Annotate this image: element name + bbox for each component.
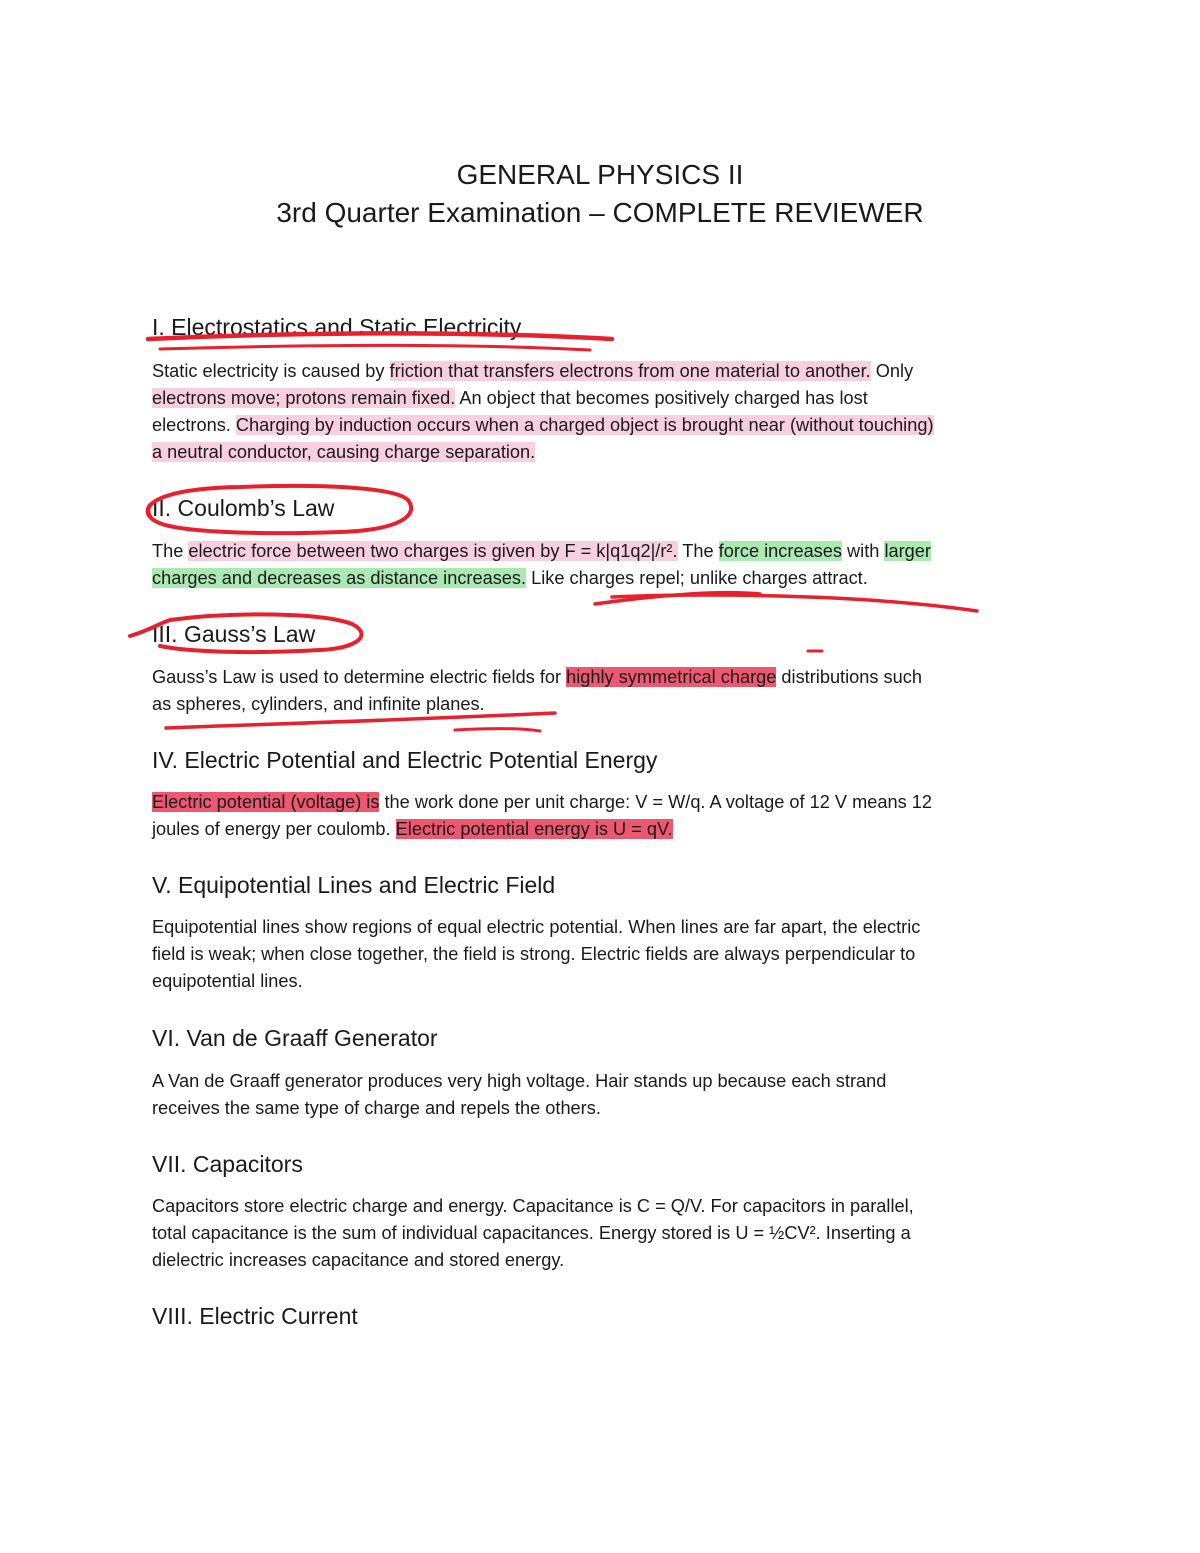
section-heading-electric-potential: IV. Electric Potential and Electric Potential Energy [152, 747, 658, 773]
underline-stroke [160, 345, 590, 350]
highlighted-text: Charging by induction occurs when a charged object is brought near (without touching) [235, 415, 934, 435]
section-body-coulomb [152, 538, 1052, 592]
text-run: with [841, 541, 885, 561]
text-run: as spheres, cylinders, and infinite planes. [152, 694, 485, 714]
section-body-gauss [152, 664, 1052, 718]
section-heading-electrostatics: I. Electrostatics and Static Electricity [152, 314, 522, 340]
body-line: equipotential lines. [152, 971, 303, 991]
highlighted-text: electrons move; protons remain fixed. [152, 388, 456, 408]
text-run: joules of energy per coulomb. [152, 819, 396, 839]
highlighted-text: friction that transfers electrons from one material to another. [389, 361, 871, 381]
highlighted-text: Electric potential (voltage) is [152, 792, 380, 812]
body-line [152, 358, 1052, 385]
section-heading-electric-current: VIII. Electric Current [152, 1303, 358, 1329]
body-line: dielectric increases capacitance and stored energy. [152, 1250, 565, 1270]
text-run: The [677, 541, 719, 561]
text-run: electrons. [152, 415, 236, 435]
body-line: field is weak; when close together, the field is strong. Electric fields are always perpendicular to [152, 944, 916, 964]
document-title: GENERAL PHYSICS II [456, 159, 744, 190]
underline-stroke [612, 595, 977, 611]
text-run: Gauss’s Law is used to determine electric fields for [152, 667, 567, 687]
section-heading-coulomb: II. Coulomb’s Law [152, 495, 335, 521]
text-run: the work done per unit charge: V = W/q. A voltage of 12 V means 12 [379, 792, 932, 812]
section-body-electrostatics [152, 358, 1052, 466]
document-subtitle: 3rd Quarter Examination – COMPLETE REVIEWER [276, 197, 924, 228]
body-line: Equipotential lines show regions of equal electric potential. When lines are far apart, the electric [152, 917, 921, 937]
highlighted-text: charges and decreases as distance increases. [152, 568, 527, 588]
body-line [152, 789, 1052, 816]
highlighted-text: force increases [718, 541, 842, 561]
section-heading-van-de-graaff: VI. Van de Graaff Generator [152, 1025, 438, 1051]
body-line: Capacitors store electric charge and energy. Capacitance is C = Q/V. For capacitors in parallel, [152, 1196, 914, 1216]
highlighted-text: a neutral conductor, causing charge separation. [152, 442, 536, 462]
text-run: An object that becomes positively charged has lost [455, 388, 868, 408]
highlighted-text: Electric potential energy is U = qV. [395, 819, 673, 839]
body-line: A Van de Graaff generator produces very high voltage. Hair stands up because each strand [152, 1071, 887, 1091]
body-line [152, 565, 1052, 592]
highlighted-text: highly symmetrical charge [566, 667, 777, 687]
body-line [152, 412, 1052, 439]
underline-stroke [595, 593, 760, 604]
section-body-equipotential [152, 914, 1052, 995]
text-run: distributions such [776, 667, 922, 687]
body-line [152, 385, 1052, 412]
text-run: The [152, 541, 189, 561]
underline-stroke [455, 729, 540, 731]
highlighted-text: larger [884, 541, 931, 561]
section-body-capacitors [152, 1193, 1052, 1274]
body-line: total capacitance is the sum of individual capacitances. Energy stored is U = ½CV². Inserting a [152, 1223, 911, 1243]
text-run: Static electricity is caused by [152, 361, 390, 381]
body-line: receives the same type of charge and repels the others. [152, 1098, 601, 1118]
body-line [152, 691, 1052, 718]
section-heading-equipotential: V. Equipotential Lines and Electric Field [152, 872, 556, 898]
text-run: Only [870, 361, 914, 381]
body-line [152, 664, 1052, 691]
body-line [152, 816, 1052, 843]
highlighted-text: electric force between two charges is given by F = k|q1q2|/r². [188, 541, 678, 561]
section-body-van-de-graaff [152, 1068, 1052, 1122]
section-heading-gauss: III. Gauss’s Law [152, 621, 316, 647]
text-run: Like charges repel; unlike charges attract. [526, 568, 868, 588]
section-heading-capacitors: VII. Capacitors [152, 1151, 303, 1177]
section-body-electric-potential [152, 789, 1052, 843]
body-line [152, 439, 1052, 466]
body-line [152, 538, 1052, 565]
